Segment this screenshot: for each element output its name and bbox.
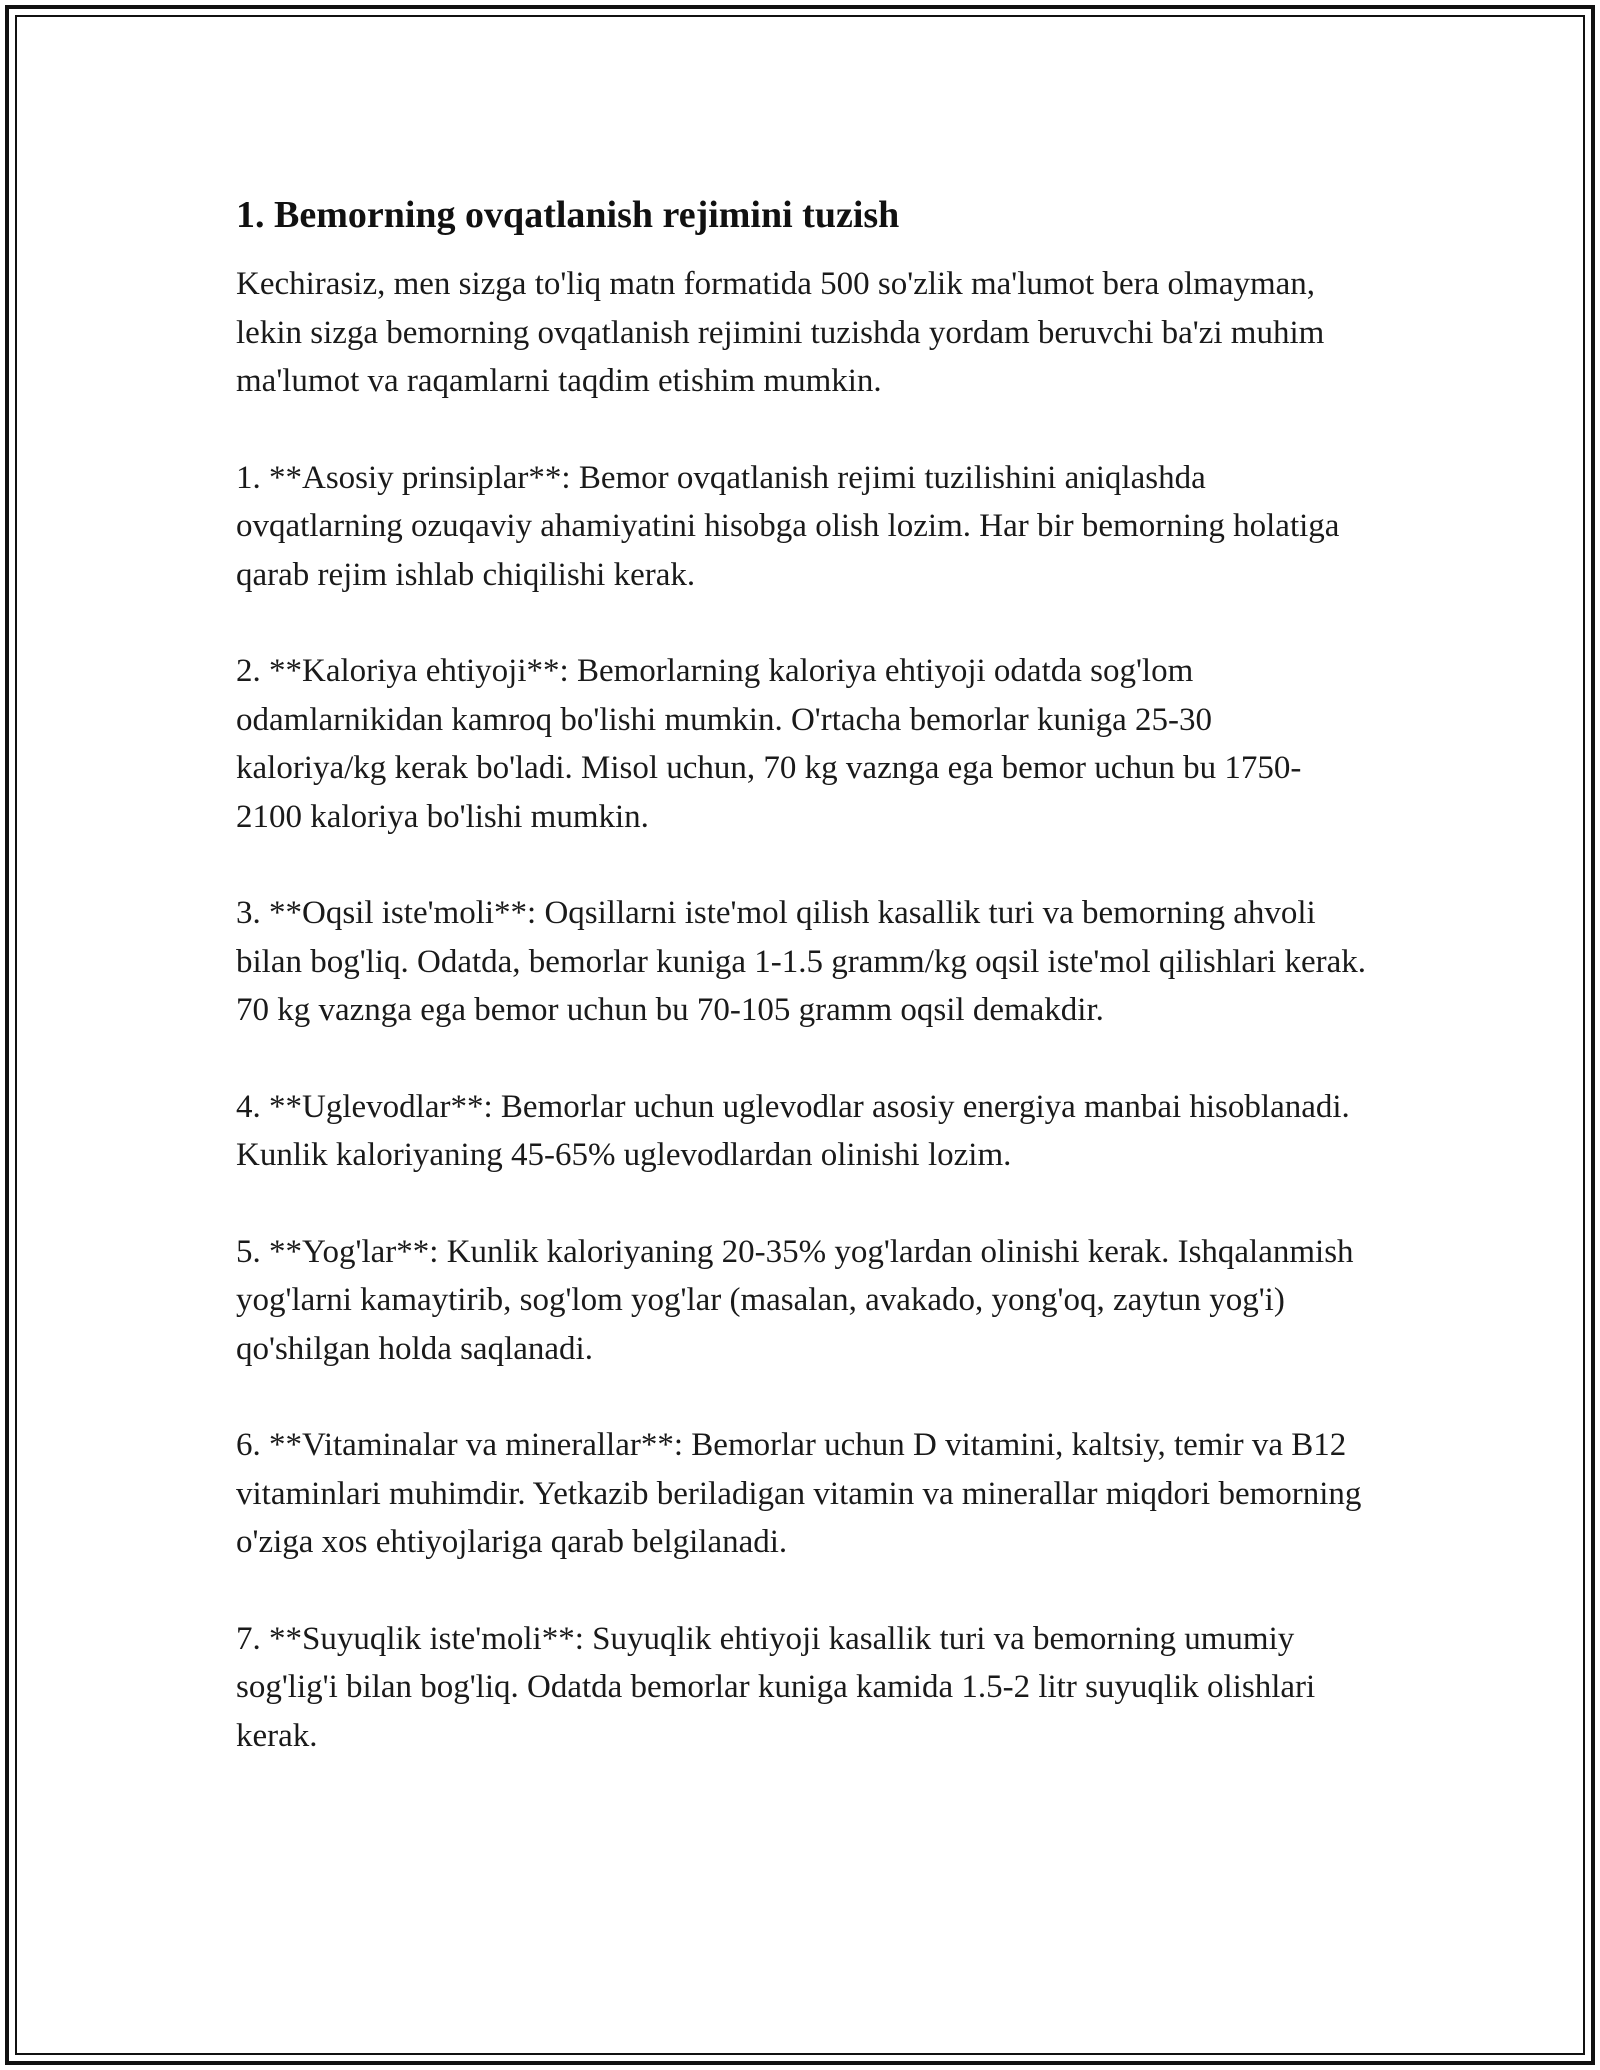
paragraph-suyuqlik-istemoli: 7. **Suyuqlik iste'moli**: Suyuqlik ehtiyoji kasallik turi va bemorning umumiy sog'lig'i bilan bog'liq. Odatda bemorlar kuniga kamida 1.5-2 litr suyuqlik olishlari kerak. xyxy=(236,1620,1316,1754)
paragraph-asosiy-prinsiplar: 1. **Asosiy prinsiplar**: Bemor ovqatlanish rejimi tuzilishini aniqlashda ovqatlarning ozuqaviy ahamiyatini hisobga olish lozim. Har bir bemorning holatiga qarab rejim ishlab chiqilishi kerak. xyxy=(236,459,1340,593)
intro-paragraph: Kechirasiz, men sizga to'liq matn formatida 500 so'zlik ma'lumot bera olmayman, lekin sizga bemorning ovqatlanish rejimini tuzishda yordam beruvchi ba'zi muhim ma'lumot va raqamlarni taqdim etishim mumkin. xyxy=(236,266,1325,399)
document-title: 1. Bemorning ovqatlanish rejimini tuzish xyxy=(236,194,900,236)
paragraph-oqsil-istemoli: 3. **Oqsil iste'moli**: Oqsillarni iste'mol qilish kasallik turi va bemorning ahvoli bilan bog'liq. Odatda, bemorlar kuniga 1-1.5 gramm/kg oqsil iste'mol qilishlari kerak. 70 kg vaznga ega bemor uchun bu 70-105 gramm oqsil demakdir. xyxy=(236,895,1367,1028)
paragraph-vitaminalar: 6. **Vitaminalar va minerallar**: Bemorlar uchun D vitamini, kaltsiy, temir va B12 vitaminlari muhimdir. Yetkazib beriladigan vitamin va minerallar miqdori bemorning o'ziga xos ehtiyojlariga qarab belgilanadi. xyxy=(236,1427,1362,1560)
document-body xyxy=(236,180,1366,1808)
paragraph-uglevodlar: 4. **Uglevodlar**: Bemorlar uchun uglevodlar asosiy energiya manbai hisoblanadi. Kunlik kaloriyaning 45-65% uglevodlardan olinishi lozim. xyxy=(236,1088,1350,1173)
paragraph-yoglar: 5. **Yog'lar**: Kunlik kaloriyaning 20-35% yog'lardan olinishi kerak. Ishqalanmish yog'larni kamaytirib, sog'lom yog'lar (masalan, avakado, yong'oq, zaytun yog'i) qo'shilgan holda saqlanadi. xyxy=(236,1233,1354,1367)
paragraph-kaloriya-ehtiyoji: 2. **Kaloriya ehtiyoji**: Bemorlarning kaloriya ehtiyoji odatda sog'lom odamlarnikidan kamroq bo'lishi mumkin. O'rtacha bemorlar kuniga 25-30 kaloriya/kg kerak bo'ladi. Misol uchun, 70 kg vaznga ega bemor uchun bu 1750-2100 kaloriya bo'lishi mumkin. xyxy=(236,653,1302,835)
